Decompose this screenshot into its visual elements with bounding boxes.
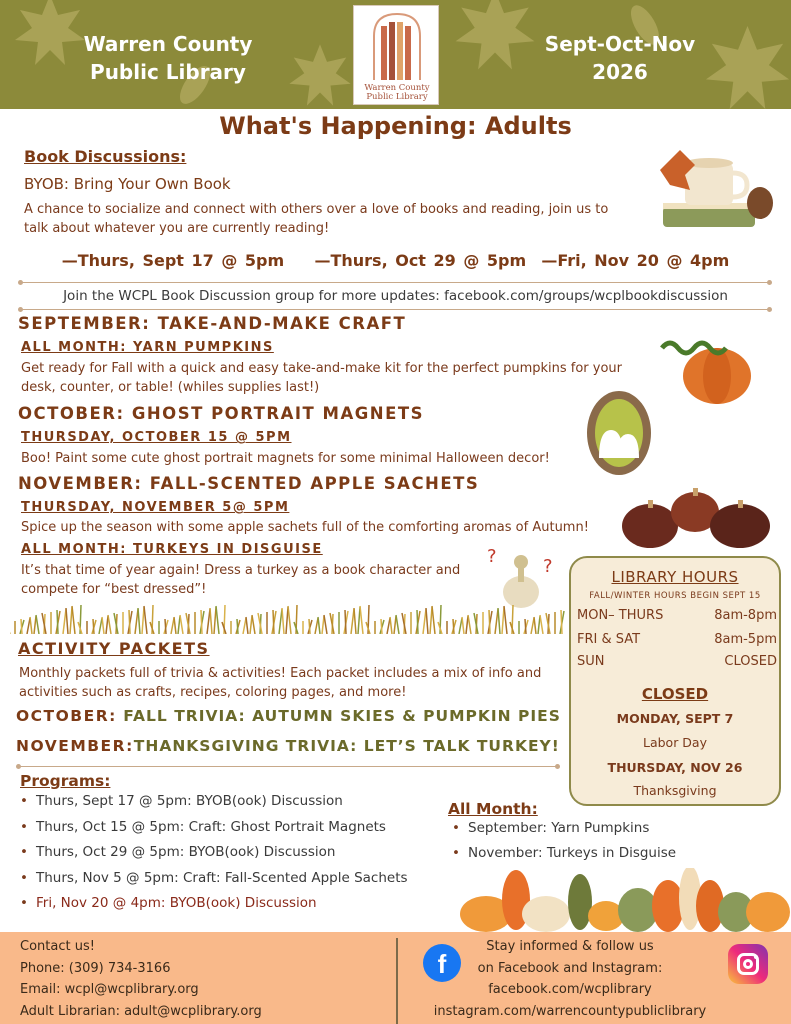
all-month-list (452, 820, 676, 870)
october-heading: OCTOBER: GHOST PORTRAIT MAGNETS (18, 404, 424, 423)
closed-date: THURSDAY, NOV 26 (607, 760, 743, 775)
footer-divider (396, 938, 398, 1024)
contact-adult-librarian[interactable]: Adult Librarian: adult@wcplibrary.org (20, 1003, 262, 1019)
instagram-icon[interactable] (728, 944, 768, 984)
divider (20, 309, 770, 310)
list-item: • Thurs, Oct 29 @ 5pm: BYOB(ook) Discussion (20, 844, 408, 870)
yarn-pumpkin-illustration (657, 328, 767, 406)
library-hours-box (569, 556, 781, 806)
turkeys-subheading: ALL MONTH: TURKEYS IN DISGUISE (21, 542, 323, 557)
list-item: • Thurs, Oct 15 @ 5pm: Craft: Ghost Portrait Magnets (20, 819, 408, 845)
divider (20, 282, 770, 283)
activity-november: NOVEMBER:THANKSGIVING TRIVIA: LET’S TALK TURKEY! (16, 737, 560, 755)
november-subheading: THURSDAY, NOVEMBER 5@ 5PM (21, 500, 290, 515)
list-item: • November: Turkeys in Disguise (452, 845, 676, 870)
closed-holiday: Thanksgiving (633, 783, 717, 798)
book-discussions-heading: Book Discussions: (24, 147, 187, 166)
hours-row: FRI & SAT 8am-5pm (577, 632, 777, 647)
contact-email[interactable]: Email: wcpl@wcplibrary.org (20, 982, 199, 997)
programs-list (20, 793, 408, 921)
november-heading: NOVEMBER: FALL-SCENTED APPLE SACHETS (18, 474, 480, 493)
footer (0, 932, 791, 1024)
hours-note: FALL/WINTER HOURS BEGIN SEPT 15 (589, 591, 761, 601)
ghost-portrait-illustration (583, 388, 655, 478)
closed-heading: CLOSED (641, 685, 709, 703)
september-heading: SEPTEMBER: TAKE-AND-MAKE CRAFT (18, 314, 407, 333)
plaid-pumpkins-illustration (620, 478, 780, 550)
grass-border-illustration (10, 596, 565, 634)
facebook-icon[interactable]: f (423, 944, 461, 982)
books-arch-icon (354, 6, 440, 84)
byob-subtitle: BYOB: Bring Your Own Book (24, 175, 231, 193)
social-info: Stay informed & follow us on Facebook and Instagram: facebook.com/wcplibrary instagram.com/warrencountypubliclibrary (420, 936, 720, 1022)
list-item: • Fri, Nov 20 @ 4pm: BYOB(ook) Discussion (20, 895, 408, 921)
maple-leaf-icon (285, 40, 355, 109)
season-label: Sept-Oct-Nov 2026 (544, 32, 696, 84)
contact-heading: Contact us! (20, 939, 95, 954)
september-subheading: ALL MONTH: YARN PUMPKINS (21, 340, 274, 355)
closed-date: MONDAY, SEPT 7 (616, 711, 734, 726)
all-month-heading: All Month: (448, 800, 538, 818)
list-item: • September: Yarn Pumpkins (452, 820, 676, 845)
library-hours-title: LIBRARY HOURS (611, 568, 739, 586)
byob-description: A chance to socialize and connect with others over a love of books and reading, join us to talk about whatever you are currently reading! (24, 202, 609, 236)
coffee-mug-illustration (655, 145, 780, 235)
november-description: Spice up the season with some apple sachets full of the comforting aromas of Autumn! (21, 520, 589, 535)
instagram-link[interactable]: instagram.com/warrencountypubliclibrary (433, 1003, 707, 1019)
list-item: • Thurs, Nov 5 @ 5pm: Craft: Fall-Scented Apple Sachets (20, 870, 408, 896)
contact-phone[interactable]: Phone: (309) 734-3166 (20, 960, 171, 976)
library-name: Warren County Public Library (83, 32, 253, 84)
hours-row: SUN CLOSED (577, 654, 777, 669)
activity-description: Monthly packets full of trivia & activities! Each packet includes a mix of info and activities such as crafts, recipes, coloring pages, and more! (19, 666, 542, 700)
hours-row: MON– THURS 8am-8pm (577, 608, 777, 623)
divider (18, 766, 558, 767)
september-description: Get ready for Fall with a quick and easy take-and-make kit for the perfect pumpkins for your desk, counter, or table! (whiles supplies last!) (21, 361, 623, 395)
page-title: What's Happening: Adults (219, 112, 572, 140)
header-banner (0, 0, 791, 109)
discussion-dates: —Thurs, Sept 17 @ 5pm —Thurs, Oct 29 @ 5pm —Fri, Nov 20 @ 4pm (61, 251, 730, 270)
svg-text:?: ? (543, 556, 553, 577)
group-note: Join the WCPL Book Discussion group for more updates: facebook.com/groups/wcplbookdiscussion (63, 288, 728, 304)
closed-holiday: Labor Day (642, 735, 707, 750)
svg-text:?: ? (487, 546, 497, 567)
october-description: Boo! Paint some cute ghost portrait magnets for some minimal Halloween decor! (21, 451, 550, 466)
programs-heading: Programs: (20, 772, 111, 790)
activity-october: OCTOBER: FALL TRIVIA: AUTUMN SKIES & PUMPKIN PIES (16, 707, 561, 725)
library-logo: Warren County Public Library (353, 5, 439, 105)
turkeys-description: It’s that time of year again! Dress a turkey as a book character and compete for “best dressed”! (21, 563, 461, 597)
october-subheading: THURSDAY, OCTOBER 15 @ 5PM (21, 430, 292, 445)
pumpkin-row-illustration (458, 868, 791, 932)
list-item: • Thurs, Sept 17 @ 5pm: BYOB(ook) Discussion (20, 793, 408, 819)
activity-packets-heading: ACTIVITY PACKETS (18, 639, 210, 658)
contact-info (20, 936, 262, 1022)
facebook-link[interactable]: facebook.com/wcplibrary (488, 982, 652, 997)
